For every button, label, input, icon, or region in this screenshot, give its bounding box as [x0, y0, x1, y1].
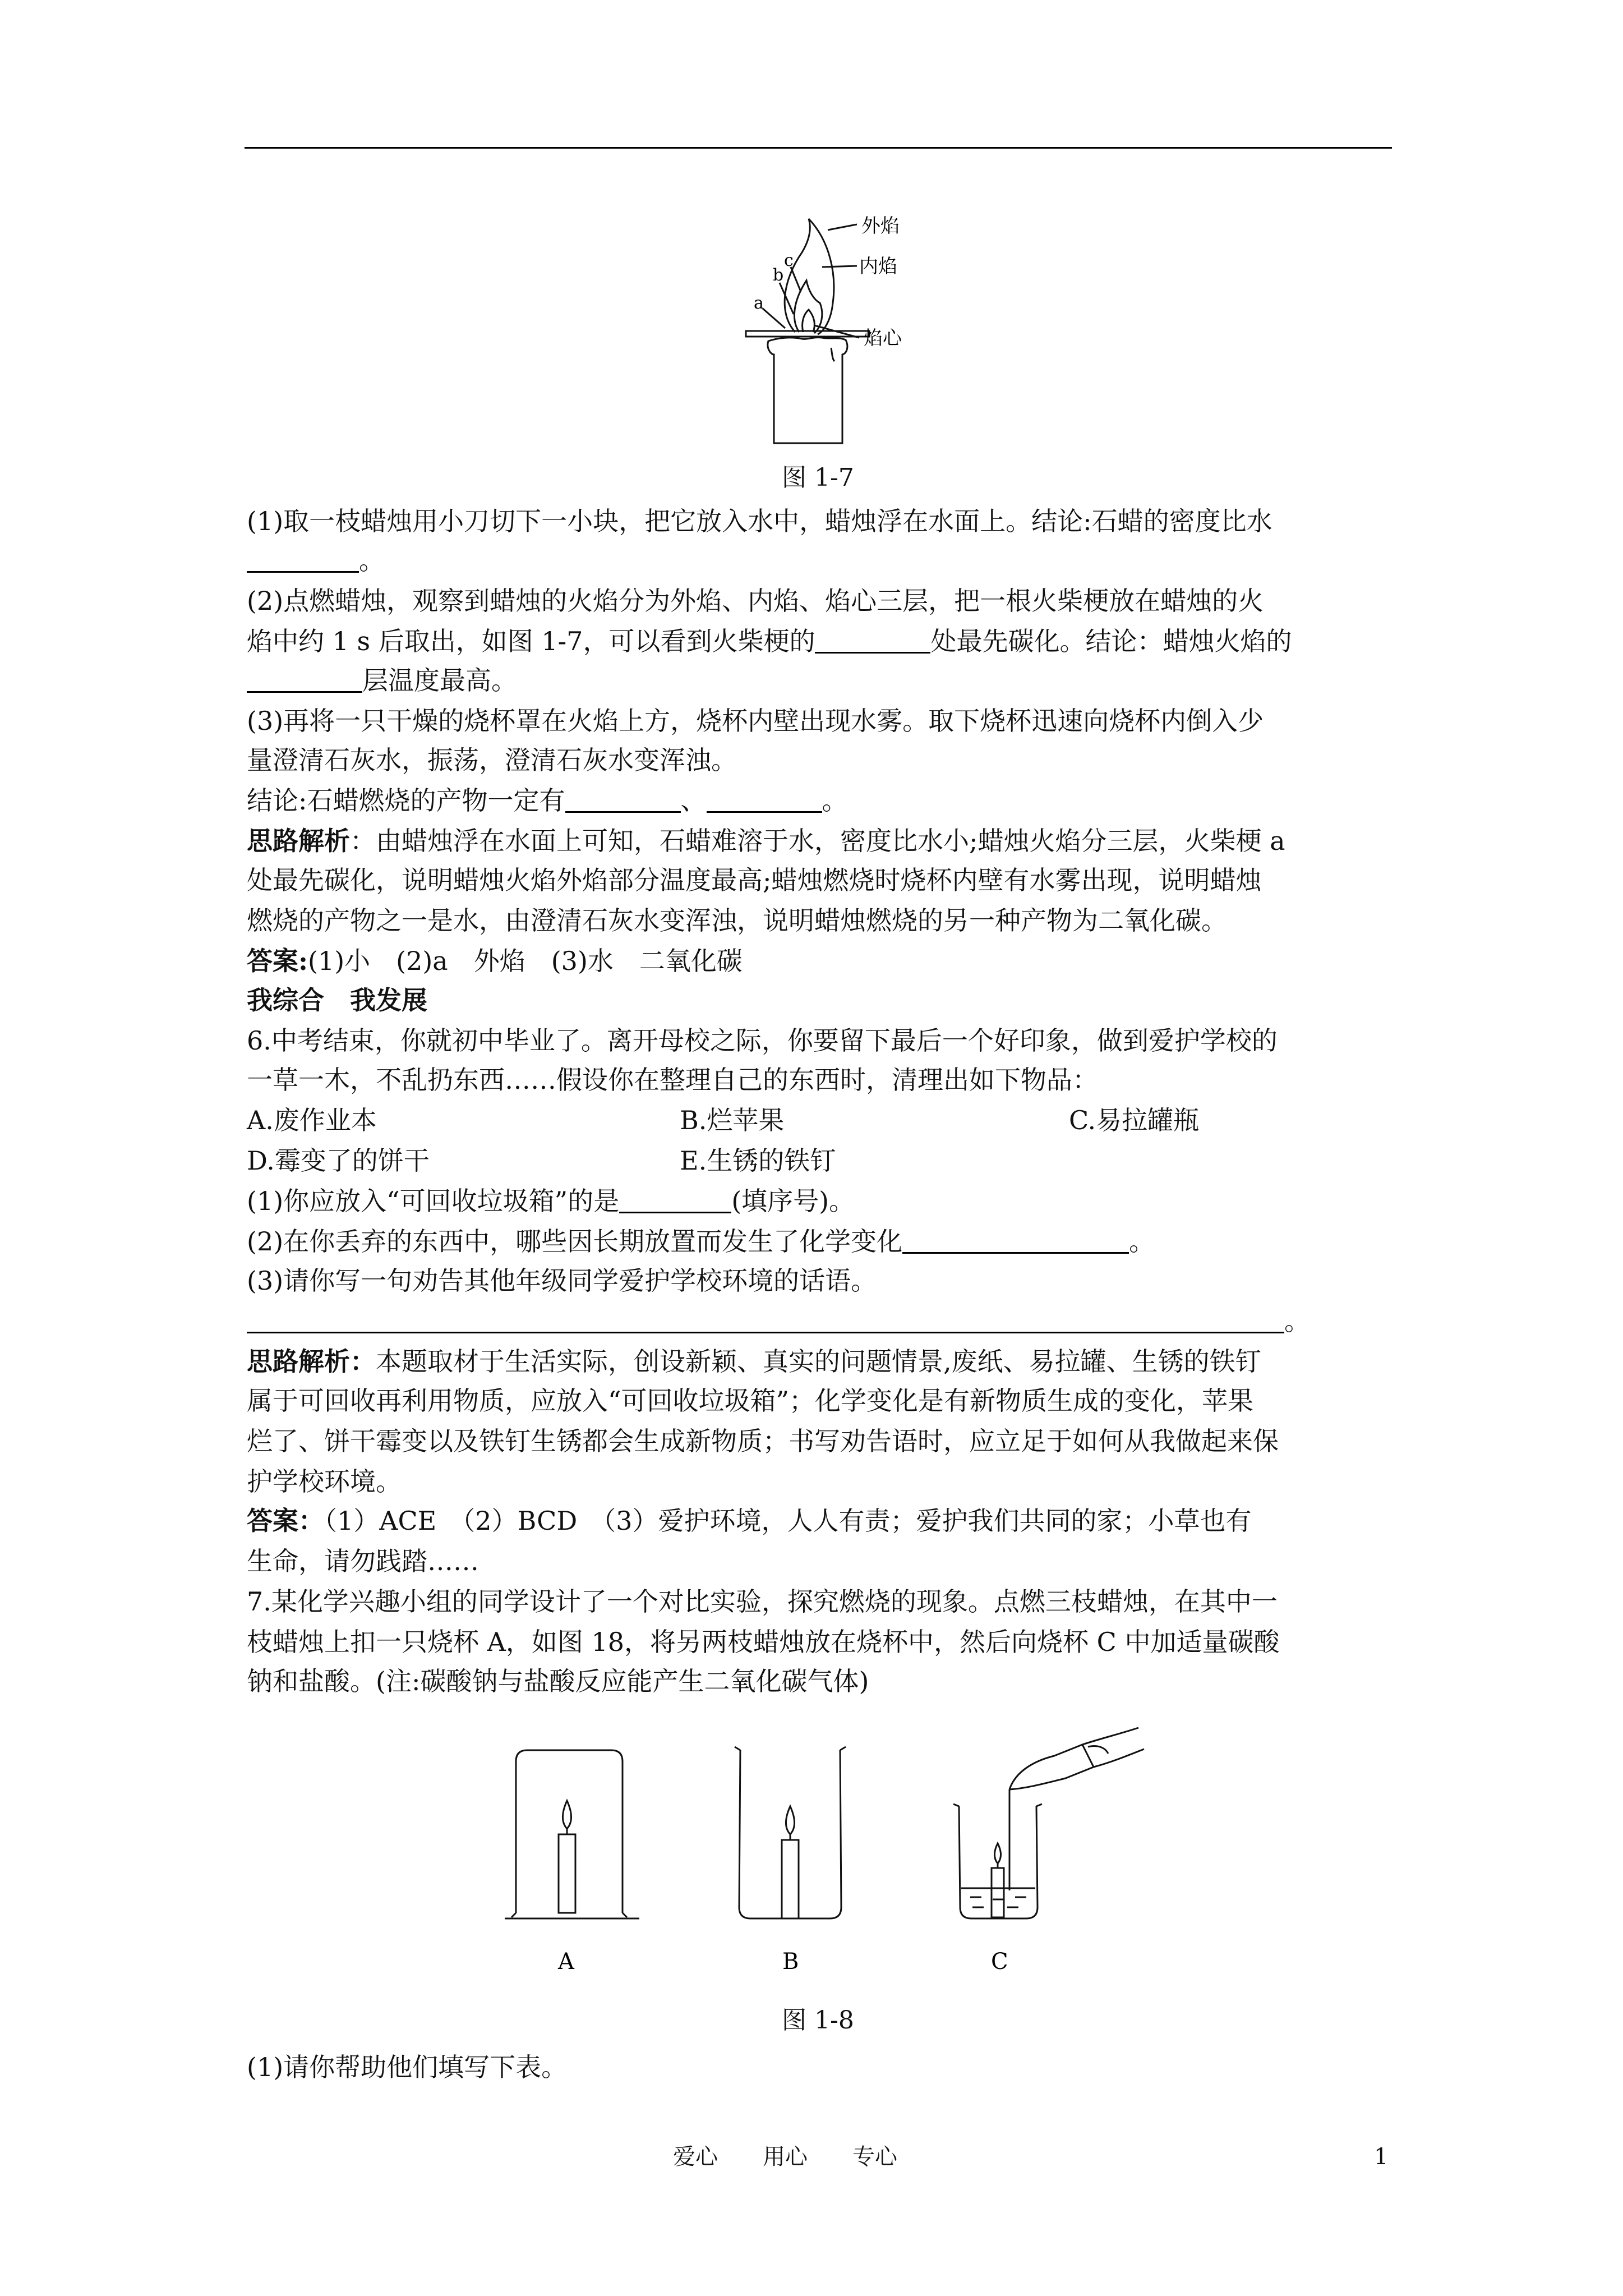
q5-part2-line1: (2)点燃蜡烛，观察到蜡烛的火焰分为外焰、内焰、焰心三层，把一根火柴梗放在蜡烛的火	[247, 586, 1264, 616]
q6-option-c: C.易拉罐瓶	[1069, 1105, 1200, 1135]
q7-stem-line2: 枝蜡烛上扣一只烧杯 A，如图 18，将另两枝蜡烛放在烧杯中，然后向烧杯 C 中加适量碳酸	[247, 1627, 1280, 1657]
q5-conclusion: 结论:石蜡燃烧的产物一定有 、 。	[247, 785, 848, 816]
label-inner-flame: 内焰	[859, 255, 897, 278]
answer-blank	[247, 549, 359, 573]
label-c: c	[784, 251, 794, 270]
label-b: b	[773, 265, 784, 285]
q6-sub3-blank-line: 。	[247, 1301, 1310, 1341]
answer-blank	[815, 629, 930, 654]
q5-part3-line2: 量澄清石灰水，振荡，澄清石灰水变浑浊。	[247, 745, 737, 775]
answer-blank	[247, 1309, 1284, 1333]
q6-analysis-line3: 烂了、饼干霉变以及铁钉生锈都会生成新物质；书写劝告语时，应立足于如何从我做起来保	[247, 1426, 1279, 1456]
answer-blank	[707, 789, 822, 813]
label-a: a	[754, 293, 764, 313]
q5-part2-line3: 层温度最高。	[247, 661, 517, 700]
q6-analysis-line4: 护学校环境。	[247, 1466, 402, 1497]
q5-analysis-line2: 处最先碳化，说明蜡烛火焰外焰部分温度最高;蜡烛燃烧时烧杯内壁有水雾出现，说明蜡烛	[247, 865, 1262, 895]
q6-option-d: D.霉变了的饼干	[247, 1145, 430, 1176]
q6-option-e: E.生锈的铁钉	[680, 1145, 836, 1176]
figure-1-7-caption: 图 1-7	[782, 463, 854, 492]
footer-slogan: 爱心 用心 专心	[673, 2144, 897, 2170]
q5-answer: 答案:(1)小 (2)a 外焰 (3)水 二氧化碳	[247, 946, 743, 976]
q6-analysis-line2: 属于可回收再利用物质，应放入“可回收垃圾箱”；化学变化是有新物质生成的变化，苹果	[247, 1386, 1254, 1416]
q6-sub3: (3)请你写一句劝告其他年级同学爱护学校环境的话语。	[247, 1266, 877, 1296]
header-rule	[245, 147, 1392, 149]
q6-option-b: B.烂苹果	[680, 1105, 785, 1135]
figure-1-8-label-b: B	[782, 1949, 799, 1975]
q5-part1-blank-line: 。	[247, 541, 385, 580]
answer-blank	[247, 669, 362, 693]
q6-answer-line2: 生命，请勿践踏……	[247, 1546, 479, 1576]
answer-blank	[619, 1189, 731, 1213]
answer-blank	[565, 789, 681, 813]
q5-analysis-line3: 燃烧的产物之一是水，由澄清石灰水变浑浊，说明蜡烛燃烧的另一种产物为二氧化碳。	[247, 905, 1227, 936]
q6-sub1: (1)你应放入“可回收垃圾箱”的是 (填序号)。	[247, 1186, 855, 1216]
q7-sub1: (1)请你帮助他们填写下表。	[247, 2052, 568, 2082]
label-flame-core: 焰心	[864, 327, 902, 349]
answer-blank	[902, 1230, 1129, 1254]
q5-analysis-line1: 思路解析：由蜡烛浮在水面上可知，石蜡难溶于水，密度比水小;蜡烛火焰分三层，火柴梗 a	[247, 826, 1285, 856]
q5-part1: (1)取一枝蜡烛用小刀切下一小块，把它放入水中，蜡烛浮在水面上。结论:石蜡的密度比水	[247, 506, 1272, 536]
q6-option-a: A.废作业本	[247, 1105, 377, 1135]
figure-1-8-label-a: A	[558, 1949, 574, 1975]
q5-part3-line1: (3)再将一只干燥的烧杯罩在火焰上方，烧杯内壁出现水雾。取下烧杯迅速向烧杯内倒入少	[247, 706, 1264, 736]
q7-stem-line1: 7.某化学兴趣小组的同学设计了一个对比实验，探究燃烧的现象。点燃三枝蜡烛，在其中一	[247, 1586, 1278, 1617]
q5-part2-line2: 焰中约 1 s 后取出，如图 1-7，可以看到火柴梗的 处最先碳化。结论：蜡烛火焰的	[247, 626, 1292, 656]
label-outer-flame: 外焰	[861, 215, 900, 237]
q6-sub2: (2)在你丢弃的东西中，哪些因长期放置而发生了化学变化 。	[247, 1226, 1155, 1257]
page-number: 1	[1374, 2144, 1389, 2170]
q7-stem-line3: 钠和盐酸。(注:碳酸钠与盐酸反应能产生二氧化碳气体)	[247, 1666, 869, 1696]
figure-1-8-caption: 图 1-8	[782, 2006, 854, 2035]
q6-answer-line1: 答案：（1）ACE （2）BCD （3）爱护环境，人人有责；爱护我们共同的家；小草也有	[247, 1506, 1252, 1536]
q6-stem-line1: 6.中考结束，你就初中毕业了。离开母校之际，你要留下最后一个好印象，做到爱护学校的	[247, 1025, 1278, 1056]
figure-1-8-label-c: C	[991, 1949, 1008, 1975]
figure-1-7-candle-flame	[712, 208, 948, 449]
q6-analysis-line1: 思路解析：本题取材于生活实际，创设新颖、真实的问题情景,废纸、易拉罐、生锈的铁钉	[247, 1346, 1261, 1377]
section-title: 我综合 我发展	[247, 985, 427, 1015]
figure-1-8-beakers	[505, 1722, 1155, 1991]
q6-stem-line2: 一草一木，不乱扔东西……假设你在整理自己的东西时，清理出如下物品：	[247, 1065, 1098, 1095]
